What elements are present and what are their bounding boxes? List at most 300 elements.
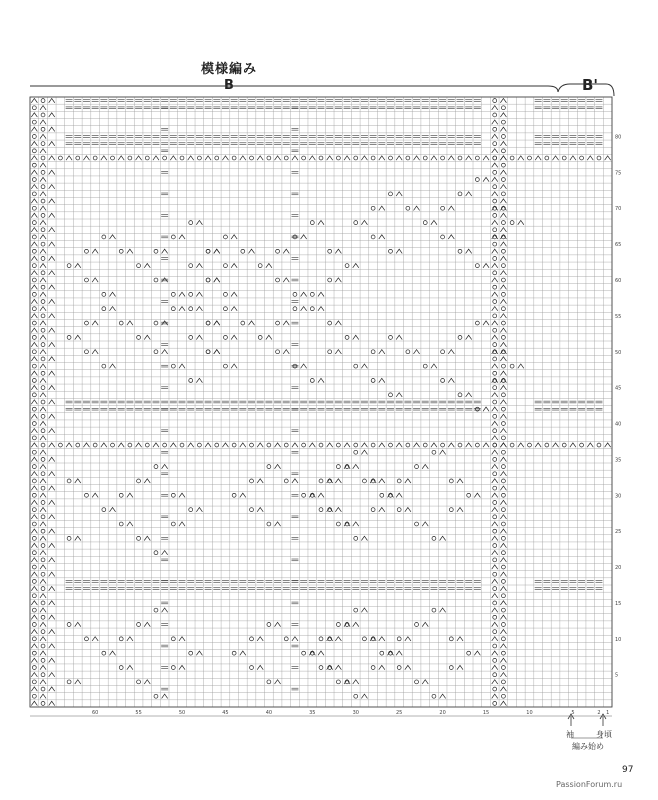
- symbol-decrease: [492, 536, 498, 540]
- symbol-decrease: [500, 529, 506, 533]
- symbol-yo: [189, 335, 193, 339]
- symbol-decrease: [49, 687, 55, 691]
- symbol-decrease: [500, 673, 506, 677]
- symbol-yo: [41, 257, 45, 261]
- symbol-decrease: [75, 479, 81, 483]
- symbol-decrease: [292, 637, 298, 641]
- symbol-yo: [137, 680, 141, 684]
- symbol-yo: [250, 156, 254, 160]
- symbol-yo: [493, 257, 497, 261]
- symbol-decrease: [31, 429, 37, 433]
- symbol-yo: [501, 192, 505, 196]
- symbol-decrease: [31, 515, 37, 519]
- symbol-yo: [432, 694, 436, 698]
- symbol-yo: [171, 235, 175, 239]
- symbol-decrease: [553, 156, 559, 160]
- pattern-title: 模様編み: [201, 62, 258, 77]
- symbol-yo: [250, 508, 254, 512]
- symbol-yo: [232, 493, 236, 497]
- symbol-decrease: [327, 156, 333, 160]
- symbol-decrease: [49, 242, 55, 246]
- row-number: 10: [615, 636, 622, 643]
- symbol-decrease: [266, 263, 272, 267]
- symbol-yo: [493, 99, 497, 103]
- symbol-decrease: [500, 371, 506, 375]
- symbol-decrease: [257, 479, 263, 483]
- symbol-yo: [475, 156, 479, 160]
- symbol-decrease: [153, 156, 159, 160]
- symbol-decrease: [492, 120, 498, 124]
- symbol-decrease: [40, 106, 46, 110]
- symbol-decrease: [483, 177, 489, 181]
- symbol-decrease: [49, 644, 55, 648]
- symbol-yo: [224, 235, 228, 239]
- symbol-yo: [319, 443, 323, 447]
- symbol-yo: [493, 142, 497, 146]
- symbol-decrease: [231, 235, 237, 239]
- symbol-yo: [85, 637, 89, 641]
- symbol-decrease: [500, 141, 506, 145]
- symbol-yo: [493, 644, 497, 648]
- symbol-decrease: [188, 156, 194, 160]
- symbol-yo: [501, 335, 505, 339]
- symbol-yo: [449, 508, 453, 512]
- symbol-decrease: [283, 278, 289, 282]
- symbol-decrease: [500, 156, 506, 160]
- symbol-yo: [458, 393, 462, 397]
- symbol-decrease: [353, 522, 359, 526]
- column-number: 5: [571, 710, 575, 716]
- symbol-decrease: [318, 651, 324, 655]
- symbol-decrease: [414, 443, 420, 447]
- symbol-yo: [32, 264, 36, 268]
- symbol-yo: [32, 551, 36, 555]
- symbol-decrease: [483, 407, 489, 411]
- symbol-decrease: [500, 285, 506, 289]
- symbol-yo: [250, 443, 254, 447]
- symbol-yo: [423, 443, 427, 447]
- symbol-decrease: [422, 522, 428, 526]
- symbol-yo: [493, 300, 497, 304]
- symbol-yo: [336, 443, 340, 447]
- symbol-decrease: [144, 335, 150, 339]
- symbol-yo: [32, 364, 36, 368]
- symbol-decrease: [40, 378, 46, 382]
- symbol-decrease: [257, 507, 263, 511]
- symbol-decrease: [283, 321, 289, 325]
- symbol-decrease: [40, 680, 46, 684]
- symbol-yo: [206, 321, 210, 325]
- symbol-decrease: [31, 486, 37, 490]
- symbol-yo: [32, 594, 36, 598]
- symbol-yo: [189, 379, 193, 383]
- symbol-yo: [197, 443, 201, 447]
- symbol-yo: [171, 666, 175, 670]
- symbol-decrease: [292, 479, 298, 483]
- symbol-yo: [119, 637, 123, 641]
- symbol-decrease: [492, 163, 498, 167]
- symbol-yo: [528, 156, 532, 160]
- symbol-yo: [562, 443, 566, 447]
- symbol-yo: [328, 321, 332, 325]
- symbol-decrease: [518, 156, 524, 160]
- symbol-decrease: [49, 342, 55, 346]
- row-number: 5: [615, 672, 619, 679]
- symbol-yo: [302, 493, 306, 497]
- symbol-decrease: [492, 493, 498, 497]
- symbol-decrease: [318, 292, 324, 296]
- symbol-yo: [328, 249, 332, 253]
- symbol-yo: [493, 601, 497, 605]
- symbol-decrease: [414, 156, 420, 160]
- symbol-yo: [32, 608, 36, 612]
- symbol-decrease: [49, 127, 55, 131]
- symbol-yo: [501, 680, 505, 684]
- symbol-decrease: [31, 256, 37, 260]
- symbol-yo: [41, 113, 45, 117]
- symbol-yo: [41, 472, 45, 476]
- symbol-decrease: [474, 493, 480, 497]
- symbol-decrease: [500, 256, 506, 260]
- symbol-yo: [41, 99, 45, 103]
- symbol-decrease: [40, 206, 46, 210]
- symbol-yo: [415, 680, 419, 684]
- symbol-yo: [137, 264, 141, 268]
- symbol-decrease: [448, 378, 454, 382]
- symbol-yo: [224, 364, 228, 368]
- symbol-decrease: [49, 357, 55, 361]
- symbol-decrease: [353, 464, 359, 468]
- symbol-decrease: [40, 149, 46, 153]
- symbol-yo: [32, 493, 36, 497]
- symbol-yo: [580, 443, 584, 447]
- symbol-yo: [493, 271, 497, 275]
- symbol-yo: [85, 249, 89, 253]
- symbol-decrease: [327, 443, 333, 447]
- symbol-decrease: [40, 407, 46, 411]
- symbol-yo: [493, 213, 497, 217]
- symbol-yo: [501, 249, 505, 253]
- symbol-decrease: [31, 629, 37, 633]
- symbol-yo: [137, 479, 141, 483]
- symbol-decrease: [92, 249, 98, 253]
- symbol-decrease: [49, 529, 55, 533]
- symbol-decrease: [144, 536, 150, 540]
- symbol-decrease: [500, 629, 506, 633]
- symbol-yo: [501, 508, 505, 512]
- symbol-decrease: [49, 558, 55, 562]
- symbol-yo: [41, 213, 45, 217]
- symbol-decrease: [66, 443, 72, 447]
- symbol-yo: [206, 278, 210, 282]
- symbol-decrease: [49, 113, 55, 117]
- symbol-decrease: [492, 608, 498, 612]
- symbol-decrease: [127, 665, 133, 669]
- symbol-yo: [32, 450, 36, 454]
- symbol-decrease: [344, 156, 350, 160]
- symbol-yo: [32, 666, 36, 670]
- symbol-decrease: [31, 644, 37, 648]
- symbol-decrease: [379, 378, 385, 382]
- symbol-yo: [137, 623, 141, 627]
- symbol-decrease: [40, 278, 46, 282]
- symbol-decrease: [500, 644, 506, 648]
- symbol-yo: [501, 651, 505, 655]
- symbol-yo: [371, 235, 375, 239]
- symbol-decrease: [500, 414, 506, 418]
- symbol-yo: [41, 687, 45, 691]
- symbol-yo: [180, 156, 184, 160]
- symbol-decrease: [492, 694, 498, 698]
- symbol-decrease: [40, 134, 46, 138]
- symbol-decrease: [222, 156, 228, 160]
- symbol-yo: [328, 278, 332, 282]
- symbol-yo: [501, 479, 505, 483]
- symbol-yo: [102, 235, 106, 239]
- symbol-decrease: [318, 220, 324, 224]
- symbol-yo: [41, 658, 45, 662]
- symbol-yo: [41, 601, 45, 605]
- symbol-decrease: [92, 278, 98, 282]
- symbol-decrease: [118, 443, 124, 447]
- symbol-decrease: [405, 507, 411, 511]
- symbol-yo: [493, 285, 497, 289]
- symbol-decrease: [492, 278, 498, 282]
- symbol-yo: [171, 292, 175, 296]
- symbol-decrease: [474, 651, 480, 655]
- row-number: 20: [615, 565, 622, 572]
- symbol-decrease: [492, 622, 498, 626]
- symbol-decrease: [500, 170, 506, 174]
- symbol-yo: [41, 386, 45, 390]
- symbol-decrease: [275, 522, 281, 526]
- symbol-yo: [493, 486, 497, 490]
- symbol-decrease: [31, 457, 37, 461]
- symbol-yo: [493, 572, 497, 576]
- symbol-yo: [67, 479, 71, 483]
- symbol-decrease: [500, 601, 506, 605]
- symbol-decrease: [301, 364, 307, 368]
- symbol-decrease: [196, 307, 202, 311]
- symbol-decrease: [379, 507, 385, 511]
- symbol-yo: [128, 443, 132, 447]
- symbol-yo: [493, 472, 497, 476]
- symbol-yo: [501, 565, 505, 569]
- symbol-decrease: [49, 414, 55, 418]
- symbol-decrease: [414, 350, 420, 354]
- symbol-yo: [119, 249, 123, 253]
- symbol-decrease: [162, 278, 168, 282]
- symbol-decrease: [500, 199, 506, 203]
- symbol-yo: [501, 163, 505, 167]
- symbol-yo: [41, 572, 45, 576]
- symbol-decrease: [500, 515, 506, 519]
- symbol-yo: [41, 529, 45, 533]
- note-start: 編み始め: [572, 742, 604, 751]
- symbol-yo: [154, 551, 158, 555]
- symbol-decrease: [587, 156, 593, 160]
- symbol-yo: [493, 343, 497, 347]
- symbol-yo: [389, 393, 393, 397]
- symbol-decrease: [422, 622, 428, 626]
- symbol-yo: [224, 335, 228, 339]
- symbol-decrease: [492, 464, 498, 468]
- symbol-yo: [493, 501, 497, 505]
- symbol-decrease: [492, 149, 498, 153]
- symbol-yo: [32, 436, 36, 440]
- symbol-yo: [41, 701, 45, 705]
- symbol-yo: [493, 156, 497, 160]
- symbol-yo: [310, 221, 314, 225]
- symbol-decrease: [127, 249, 133, 253]
- symbol-decrease: [109, 307, 115, 311]
- symbol-yo: [493, 242, 497, 246]
- symbol-decrease: [500, 543, 506, 547]
- symbol-decrease: [535, 156, 541, 160]
- symbol-decrease: [196, 651, 202, 655]
- symbol-yo: [41, 271, 45, 275]
- symbol-yo: [441, 235, 445, 239]
- symbol-yo: [41, 328, 45, 332]
- symbol-decrease: [448, 206, 454, 210]
- symbol-decrease: [335, 507, 341, 511]
- symbol-yo: [441, 379, 445, 383]
- symbol-yo: [493, 113, 497, 117]
- symbol-yo: [41, 673, 45, 677]
- symbol-decrease: [49, 185, 55, 189]
- column-number: 25: [395, 710, 403, 716]
- symbol-decrease: [31, 543, 37, 547]
- symbol-decrease: [500, 385, 506, 389]
- symbol-yo: [93, 156, 97, 160]
- symbol-yo: [493, 687, 497, 691]
- symbol-decrease: [83, 443, 89, 447]
- symbol-yo: [206, 249, 210, 253]
- symbol-yo: [336, 522, 340, 526]
- symbol-yo: [85, 321, 89, 325]
- symbol-decrease: [40, 622, 46, 626]
- symbol-decrease: [361, 156, 367, 160]
- symbol-decrease: [40, 364, 46, 368]
- symbol-yo: [336, 465, 340, 469]
- symbol-yo: [493, 587, 497, 591]
- symbol-decrease: [49, 256, 55, 260]
- symbol-decrease: [49, 429, 55, 433]
- symbol-yo: [310, 292, 314, 296]
- symbol-decrease: [301, 292, 307, 296]
- row-number: 50: [615, 349, 622, 356]
- symbol-yo: [597, 156, 601, 160]
- symbol-yo: [250, 666, 254, 670]
- symbol-decrease: [40, 450, 46, 454]
- symbol-decrease: [31, 371, 37, 375]
- symbol-yo: [85, 350, 89, 354]
- note-sleeve: 袖: [566, 730, 574, 739]
- row-number: 35: [615, 457, 622, 464]
- symbol-decrease: [440, 608, 446, 612]
- symbol-yo: [415, 465, 419, 469]
- symbol-yo: [145, 443, 149, 447]
- symbol-decrease: [492, 192, 498, 196]
- symbol-yo: [493, 386, 497, 390]
- symbol-yo: [319, 479, 323, 483]
- symbol-decrease: [162, 249, 168, 253]
- symbol-yo: [154, 249, 158, 253]
- symbol-yo: [580, 156, 584, 160]
- symbol-decrease: [553, 443, 559, 447]
- symbol-yo: [163, 443, 167, 447]
- symbol-yo: [354, 694, 358, 698]
- symbol-yo: [371, 443, 375, 447]
- symbol-decrease: [49, 543, 55, 547]
- symbol-yo: [493, 615, 497, 619]
- symbol-yo: [224, 307, 228, 311]
- symbol-yo: [32, 163, 36, 167]
- symbol-decrease: [500, 342, 506, 346]
- symbol-decrease: [40, 421, 46, 425]
- symbol-yo: [32, 379, 36, 383]
- symbol-decrease: [396, 156, 402, 160]
- symbol-decrease: [196, 220, 202, 224]
- symbol-decrease: [31, 357, 37, 361]
- symbol-yo: [302, 443, 306, 447]
- symbol-yo: [441, 156, 445, 160]
- symbol-decrease: [353, 263, 359, 267]
- symbol-decrease: [466, 335, 472, 339]
- symbol-yo: [545, 443, 549, 447]
- symbol-decrease: [500, 299, 506, 303]
- symbol-yo: [197, 156, 201, 160]
- symbol-yo: [276, 278, 280, 282]
- symbol-decrease: [31, 228, 37, 232]
- symbol-decrease: [49, 170, 55, 174]
- column-number: 55: [135, 710, 142, 716]
- symbol-decrease: [361, 536, 367, 540]
- symbol-decrease: [396, 393, 402, 397]
- symbol-yo: [32, 135, 36, 139]
- symbol-decrease: [40, 436, 46, 440]
- symbol-yo: [354, 450, 358, 454]
- symbol-decrease: [518, 364, 524, 368]
- symbol-decrease: [222, 443, 228, 447]
- symbol-yo: [319, 637, 323, 641]
- symbol-decrease: [379, 206, 385, 210]
- symbol-decrease: [492, 421, 498, 425]
- symbol-yo: [258, 264, 262, 268]
- symbol-decrease: [335, 278, 341, 282]
- symbol-decrease: [301, 235, 307, 239]
- symbol-yo: [493, 228, 497, 232]
- symbol-decrease: [353, 335, 359, 339]
- symbol-yo: [510, 156, 514, 160]
- symbol-yo: [501, 594, 505, 598]
- symbol-yo: [423, 364, 427, 368]
- symbol-decrease: [49, 299, 55, 303]
- symbol-yo: [501, 149, 505, 153]
- symbol-decrease: [49, 443, 55, 447]
- symbol-yo: [41, 127, 45, 131]
- symbol-decrease: [535, 443, 541, 447]
- symbol-yo: [41, 400, 45, 404]
- symbol-decrease: [49, 629, 55, 633]
- note-body: 身頃: [596, 730, 612, 739]
- symbol-decrease: [49, 615, 55, 619]
- symbol-decrease: [257, 665, 263, 669]
- symbol-yo: [458, 156, 462, 160]
- symbol-decrease: [379, 350, 385, 354]
- symbol-yo: [354, 536, 358, 540]
- symbol-decrease: [275, 622, 281, 626]
